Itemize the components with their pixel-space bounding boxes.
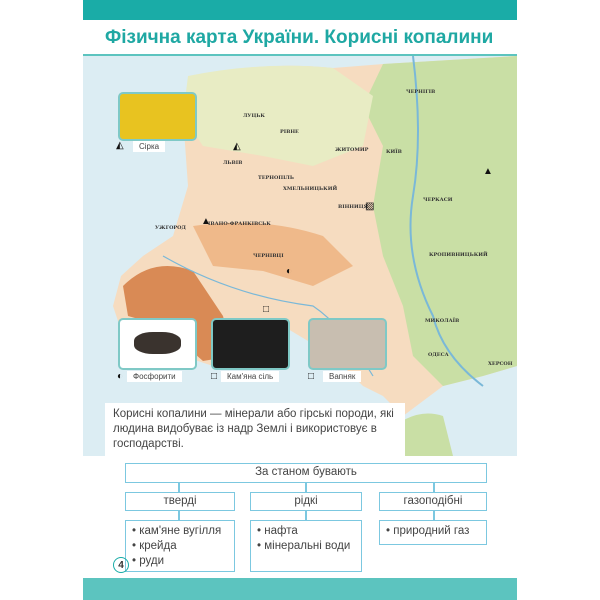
- limestone-photo: [308, 318, 387, 370]
- city-label: КИЇВ: [386, 149, 402, 155]
- group-liquid: рідкі: [250, 492, 362, 511]
- city-label: ЧЕРКАСИ: [423, 197, 453, 203]
- footer-bar: [83, 578, 517, 600]
- solid-list: [125, 520, 235, 572]
- sulfur-symbol-icon: ▲: [201, 216, 211, 227]
- definition-text: Корисні копалини — мінерали або гірські породи, які людина видобуває із надр Землі і використовує в господарстві.: [105, 403, 405, 457]
- phosphorite-photo: [118, 318, 197, 370]
- list-item: • кам'яне вугілля: [132, 525, 222, 537]
- city-label: ВІННИЦЯ: [338, 204, 368, 210]
- phosphorite-symbol-icon: ◐: [286, 266, 293, 277]
- city-label: ЛЬВІВ: [223, 160, 243, 166]
- page-title: Фізична карта України. Корисні копалини: [105, 27, 494, 48]
- limestone-legend-icon: □: [308, 371, 315, 382]
- list-item: • нафта: [257, 525, 298, 537]
- sulfur-photo: [118, 92, 197, 141]
- list-item: • мінеральні води: [257, 540, 351, 552]
- header-bar: [83, 0, 517, 20]
- connector: [433, 483, 435, 492]
- limestone-symbol-icon: □: [263, 304, 270, 315]
- legend-phosphorites: Фосфорити: [127, 371, 182, 382]
- city-label: ЛУЦЬК: [243, 113, 265, 119]
- city-label: ОДЕСА: [428, 352, 449, 358]
- city-label: УЖГОРОД: [155, 225, 186, 231]
- list-item: • природний газ: [386, 525, 470, 537]
- city-label: ЖИТОМИР: [335, 147, 369, 153]
- rock-salt-legend-icon: □: [211, 371, 218, 382]
- physical-map: [83, 56, 517, 456]
- legend-rock-salt: Кам'яна сіль: [221, 371, 279, 382]
- city-label: МИКОЛАЇВ: [425, 318, 460, 324]
- city-label: РІВНЕ: [280, 129, 299, 135]
- city-label: ХЕРСОН: [488, 361, 513, 367]
- legend-limestone: Вапняк: [323, 371, 361, 382]
- city-label: ХМЕЛЬНИЦЬКИЙ: [283, 186, 338, 192]
- group-solid: тверді: [125, 492, 235, 511]
- connector: [178, 511, 180, 520]
- city-label: ІВАНО-ФРАНКІВСЬК: [208, 221, 271, 227]
- diagram-root: За станом бувають: [125, 463, 487, 483]
- group-gaseous: газоподібні: [379, 492, 487, 511]
- connector: [178, 483, 180, 492]
- connector: [433, 511, 435, 520]
- city-label: ЧЕРНІВЦІ: [253, 253, 284, 259]
- connector: [305, 483, 307, 492]
- legend-sulfur: Сірка: [133, 141, 165, 152]
- connector: [305, 511, 307, 520]
- list-item: • крейда: [132, 540, 177, 552]
- list-item: • руди: [132, 555, 165, 567]
- city-label: КРОПИВНИЦЬКИЙ: [429, 252, 488, 258]
- city-label: ТЕРНОПІЛЬ: [258, 175, 294, 181]
- liquid-list: [250, 520, 362, 572]
- phosphorite-legend-icon: ◐: [117, 371, 124, 382]
- salt-symbol-icon: ▨: [365, 201, 375, 212]
- sulfur-symbol-icon: ▲: [483, 166, 493, 177]
- page-number: 4: [113, 557, 129, 573]
- rock-salt-photo: [211, 318, 290, 370]
- textbook-page: [83, 0, 517, 600]
- sulfur-legend-icon: ◭: [116, 140, 124, 151]
- sulfur-symbol-icon: ◭: [233, 141, 241, 152]
- city-label: ЧЕРНІГІВ: [406, 89, 436, 95]
- gaseous-list: [379, 520, 487, 545]
